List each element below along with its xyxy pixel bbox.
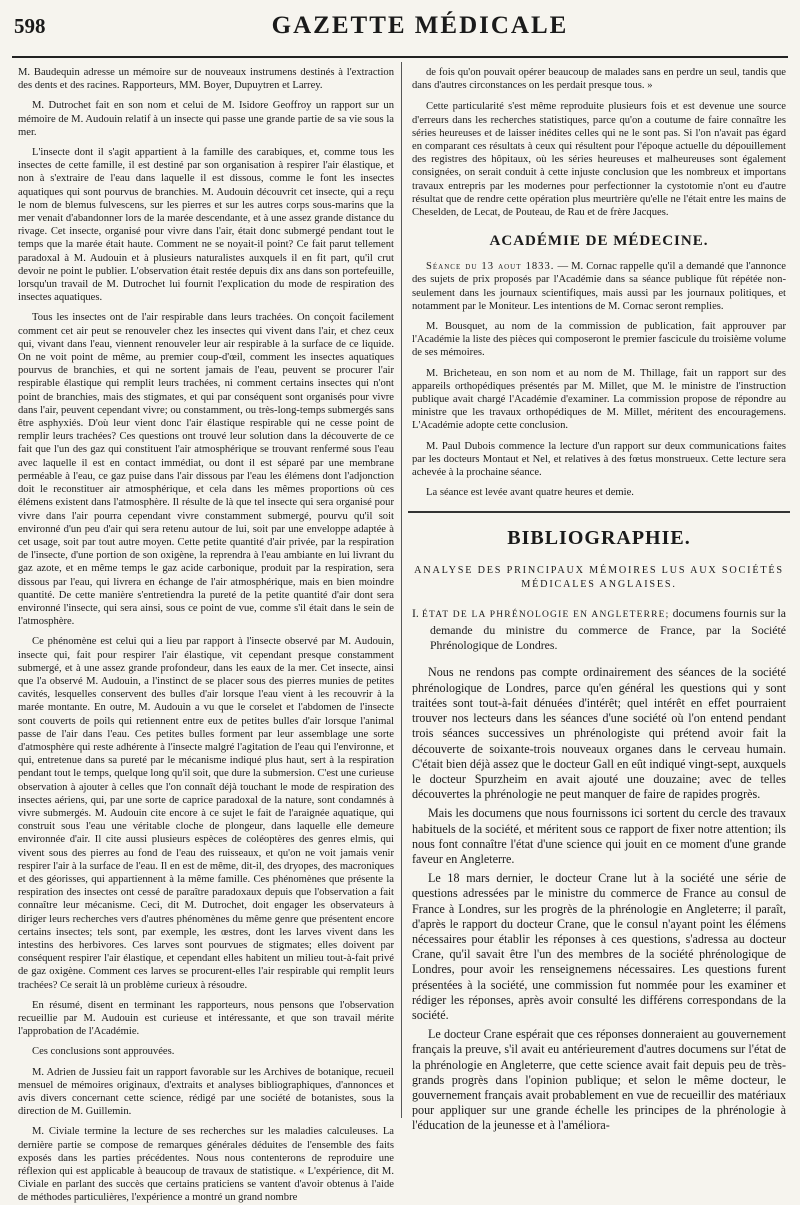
paragraph-bousquet: M. Bousquet, au nom de la commission de publication, fait approuver par l'Académie la liste des pièces qui composeront le premier fascicule du troisième volume de ses mémoires. [412, 321, 786, 359]
academie-title: ACADÉMIE DE MÉDECINE. [489, 233, 709, 250]
item-title-rest: documens fournis sur la demande du ministre du commerce de France, par la Société Phrénologique de Londres. [430, 606, 786, 653]
right-column [412, 66, 786, 1133]
bibliography-body [412, 665, 786, 1133]
section-separator [408, 511, 790, 513]
paragraph-dutrochet-report: M. Dutrochet fait en son nom et celui de M. Isidore Geoffroy un rapport sur un mémoire de M. Audouin relatif à un insecte qui passe une grande partie de sa vie sous la mer. [18, 100, 394, 138]
seance-text: — M. Cornac rappelle qu'il a demandé que l'annonce des sujets de prix proposés par l'Académie dans sa séance publique fût répétée non-seulement dans les journaux scientifiques, mais aussi par les journaux politiques, et notamment par le Moniteur. Les intentions de M. Cornac seront remplies. [412, 261, 786, 312]
paragraph-civiale: M. Civiale termine la lecture de ses recherches sur les maladies calculeuses. La dernière partie se compose de remarques générales déduites de l'ensemble des faits exposés dans les parties précédentes. Nous nous contenterons de reproduire une réflexion qui est applicable à beaucoup de travaux de statistique. « L'expérience, dit M. Civiale en parlant des succès que certains praticiens se vantent d'avoir obtenus à l'aide de méthodes particulières, l'expérience a montré un grand nombre [18, 1126, 394, 1204]
analysis-heading [412, 564, 786, 592]
bibliographie-title: BIBLIOGRAPHIE. [507, 527, 691, 550]
page-number: 598 [14, 14, 46, 38]
paragraph-dubois: M. Paul Dubois commence la lecture d'un rapport sur deux communications faites par les docteurs Montaut et Nel, et relatives à des fœtus monstrueux. Cette lecture sera achevée à la prochaine séance. [412, 440, 786, 479]
left-column [18, 66, 394, 1204]
paragraph-continuation: de fois qu'on pouvait opérer beaucoup de malades sans en perdre un seul, tandis que dans d'autres circonstances on les perdait presque tous. » [412, 67, 786, 92]
paragraph-summary: En résumé, disent en terminant les rapporteurs, nous pensons que l'observation recueillie par M. Audouin est curieuse et intéressante, et que son travail mérite l'approbation de l'Académie. [18, 999, 394, 1038]
paragraph-statistics: Cette particularité s'est même reproduite plusieurs fois et est devenue une source d'erreurs dans les recherches statistiques, parce qu'on a coutume de faire connaître les séries heureuses et de laisser inédites celles qui ne le sont pas. Si l'on n'avait pas égard en comparant ces résultats à ceux qui résultent pour l'époque actuelle du dépouillement des registres des hôpitaux, où les séries heureuses et malheureuses sont également consignées, on serait conduit à cette injuste conclusion que les nombreux et importans travaux entrepris par les modernes pour perfectionner la cystotomie n'ont eu d'autre résultat que de rendre cette opération plus meurtrière qu'elle ne l'était entre les mains de Cheselden, de Lecat, de Pouteau, de Rau et de frère Jacques. [412, 101, 786, 219]
bib-paragraph-4: Le docteur Crane espérait que ces réponses donneraient au gouvernement français la preuve, s'il avait eu antérieurement d'autres documens sur l'état de la phrénologie en Angleterre, que cette science avait fait depuis peu de très-grands progrès dans l'opinion publique; et selon le même docteur, le gouvernement français avait probablement en vue de recueillir des matériaux pour appliquer sur une grande échelle les principes de la phrénologie à l'éducation de la jeunesse et à l'améliora- [412, 1027, 786, 1133]
seance-date-label: Séance du 13 aout 1833. [426, 261, 555, 273]
paragraph-conclusions: Ces conclusions sont approuvées. [32, 1046, 175, 1058]
item-number: I. [412, 606, 419, 621]
bib-paragraph-1: Nous ne rendons pas compte ordinairement des séances de la société phrénologique de Londres, parce qu'en général les questions qui y sont traitées sont tout-à-fait dénuées d'intérêt; quel intérêt en effet pourraient trouver nos lecteurs dans les séances d'une société où l'on entend pendant trois séances successives un phrénologiste qui prétend avoir fait la découverte de soixante-trois nouveaux organes dans le cerveau humain. C'était bien déjà assez que le docteur Gall en eût indiqué vingt-sept, auxquels le docteur Spurzheim en avait ajouté une douzaine; avec de telles découvertes la phrénologie ne peut manquer de faire de rapides progrès. [412, 665, 786, 802]
header-rule [12, 56, 788, 58]
paragraph-phenomenon: Ce phénomène est celui qui a lieu par rapport à l'insecte observé par M. Audouin, insecte qui, fait pour respirer l'air élastique, vit cependant presque constamment submergé, et à une assez grande profondeur, dans les eaux de la mer. Cet insecte, ainsi que l'a observé M. Audouin, a l'instinct de se placer sous des pierres munies de petites cavités, lesquelles conservent des bulles d'air lorsque l'eau vient à les recouvrir à la marée montante. En outre, M. Audouin a vu que le corselet et l'abdomen de l'insecte sont couverts de poils qui retiennent entre eux de petites bulles d'air lorsque l'animal passe de l'air dans l'eau. Ces petites bulles forment par leur assemblage une sorte d'atmosphère qui reste adhérente à l'insecte malgré l'agitation de l'eau qui l'environne, et qui, entretenue dans sa pureté par le mécanisme indiqué plus haut, sert à la respiration pendant tout le temps, quelque long qu'il soit, que dure la submersion. C'est une curieuse observation à ajouter à celles que l'on connaît déjà touchant le mode de respiration des insectes aériens, qui, par une sorte de caprice paradoxal de la nature, sont condamnés à vivre submergés. M. Audouin cite encore à ce sujet le fait de l'araignée aquatique, qui construit sous l'eau une véritable cloche de plongeur, dans laquelle elle demeure environnée d'air. Il cite aussi plusieurs espèces de coléoptères des genres elmis, qui vivent sous des pierres au fond de l'eau des ruisseaux, et qu'on ne voit jamais venir respirer l'air à la surface de l'eau. Il en est de même, dit-il, des dryopes, des macroniques et des géorisses, qui appartiennent à la même famille. Ces phénomènes que présente la respiration des insectes ont cessé de paraître paradoxaux depuis que l'observation a fait connaître leur mécanisme. Ceci, dit M. Dutrochet, doit engager les observateurs à diriger leurs recherches vers d'autres phénomènes du même genre que présentent encore certains insectes; tels sont, par exemple, les œstres, dont les larves vivent dans les intestins des herbivores. Ces larves sont pourvues de stigmates; elles doivent par conséquent respirer l'air élastique, et cependant elles habitent un milieu tout-à-fait privé de gaz oxigène. Comment ces larves se procurent-elles l'air respirable qui remplit leurs trachées? Ce serait là un problème curieux à résoudre. [18, 636, 394, 991]
analysis-heading-line-2: MÉDICALES ANGLAISES. [521, 579, 677, 591]
item-heading [412, 606, 786, 653]
bib-paragraph-3: Le 18 mars dernier, le docteur Crane lut à la société une série de questions adressées par le ministre du commerce de France au consul de France à Londres, sur les progrès de la phrénologie en Angleterre; il paraît, d'après le rapport du docteur Crane, que le consul n'ayant point les élémens nécessaires pour établir les réponses à ces questions, s'adressa au docteur Crane, qu'il savait être l'un des membres de la société phrénologique de Londres, pour avoir les renseignemens nécessaires. Les questions furent présentées à la société, une commission fut nommée pour les examiner et rédiger les réponses, après avoir consulté les différens correspondans de la société. [412, 871, 786, 1022]
paragraph-jussieu: M. Adrien de Jussieu fait un rapport favorable sur les Archives de botanique, recueil mensuel de mémoires originaux, d'extraits et analyses bibliographiques, d'annonces et avis divers concernant cette science, rédigé par une société de botanistes, sous la direction de M. Guillemin. [18, 1066, 394, 1118]
masthead-title: GAZETTE MÉDICALE [271, 12, 569, 39]
paragraph-insect-description: L'insecte dont il s'agit appartient à la famille des carabiques, et, comme tous les insectes de cette famille, il est destiné par son organisation à respirer l'air élastique, et non à s'extraire de l'eau dans laquelle il est dissous, comme le font les insectes aquatiques qui sont pourvus de branchies. M. Audouin découvrit cet insecte, qui a reçu le nom de blemus fulvescens, sur les pierres et sur les autres corps sous-marins que la mer venait d'abandonner lors de la marée descendante, et à une assez grande distance du rivage. Cet insecte, organisé pour vivre dans l'air, était donc submergé pendant tout le temps que la marée était haute. Comment ne se noyait-il point? Ce fait parut tellement paradoxal à M. Audouin et à plusieurs naturalistes auxquels il en fit part, qu'il crut devoir ne point le publier. L'observation était restée depuis dix ans dans son portefeuille, lorsqu'un travail de M. Dutrochet lui fournit l'explication du mode de respiration des insectes aquatiques. [18, 147, 394, 304]
paragraph-baudequin: M. Baudequin adresse un mémoire sur de nouveaux instrumens destinés à l'extraction des dents et des racines. Rapporteurs, MM. Boyer, Dupuytren et Larrey. [18, 67, 394, 92]
bib-paragraph-2: Mais les documens que nous fournissons ici sortent du cercle des travaux habituels de la société, et méritent sous ce rapport de fixer notre attention; ils nous font connaître l'état d'une science qui jouit en ce moment d'une grande faveur en Angleterre. [412, 806, 786, 866]
column-divider [401, 62, 402, 1118]
analysis-heading-line-1: ANALYSE DES PRINCIPAUX MÉMOIRES LUS AUX SOCIÉTÉS [414, 565, 784, 577]
paragraph-closing: La séance est levée avant quatre heures et demie. [426, 487, 634, 499]
paragraph-bricheteau: M. Bricheteau, en son nom et au nom de M. Thillage, fait un rapport sur des appareils orthopédiques présentés par M. Millet, que M. le ministre de l'instruction publique avait chargé l'Académie d'examiner. La commission propose de répondre au ministre que les travaux orthopédiques de M. Millet, méritent des encouragemens. L'Académie adopte cette conclusion. [412, 367, 786, 432]
paragraph-seance [412, 260, 786, 313]
item-title-small: ÉTAT DE LA PHRÉNOLOGIE EN ANGLETERRE; [421, 610, 670, 621]
paragraph-insect-respiration: Tous les insectes ont de l'air respirable dans leurs trachées. On conçoit facilement comment cet air peut se renouveler chez les insectes qui vivent dans l'air, et chez ceux qui, vivant dans l'eau, viennent renouveler leur air respirable à la surface de ce liquide. On ne voit point de même, au premier coup-d'œil, comment les insectes aquatiques pourvus de branchies, et qui ne sortent jamais de l'eau, peuvent se procurer l'air respirable élastique qui remplit leurs trachées, ni comment certains insectes qui n'ont point de branchies, mais des stigmates, et qui par conséquent sont organisés pour vivre dans l'air, peuvent cependant vivre; ou constamment, ou très-long-temps submergés sans être asphyxiés. D'où leur vient donc l'air élastique respirable qui ne cesse point de remplir leurs trachées? Ces questions ont trouvé leur solution dans la découverte de ce fait que l'un des gaz qui constituent l'air atmosphérique se trouvant renfermé sous l'eau avec laquelle il est en contact immédiat, ou dont il est séparé par une membrane perméable à l'eau, ce gaz puise dans l'air dissous par l'eau les élémens dont l'adjonction doit le reconstituer air atmosphérique, et cela dans les mêmes proportions où ces élémens existent dans l'atmosphère. Il résulte de là que tel insecte qui sera organisé pour vivre dans l'air pourra cependant vivre constamment submergé, pourvu qu'il soit environné d'un peu d'air qui sera retenu autour de lui, soit par une enveloppe adaptée à cet usage, soit par tout autre moyen. Cette petite quantité d'air privée, par la respiration de l'insecte, d'une portion de son oxigène, la reprendra à l'eau ambiante en lui livrant du gaz azote, et en même temps le gaz acide carbonique, produit par la respiration, sera dissous par l'eau, qui livrera en échange de l'air atmosphérique, mais en bien moindre quantité. De cette manière s'entretiendra la pureté de la petite quantité d'air dont sera environné l'insecte, qui sera ainsi, sous ce point de vue, comme s'il était dans le sein de l'atmosphère. [18, 312, 394, 628]
